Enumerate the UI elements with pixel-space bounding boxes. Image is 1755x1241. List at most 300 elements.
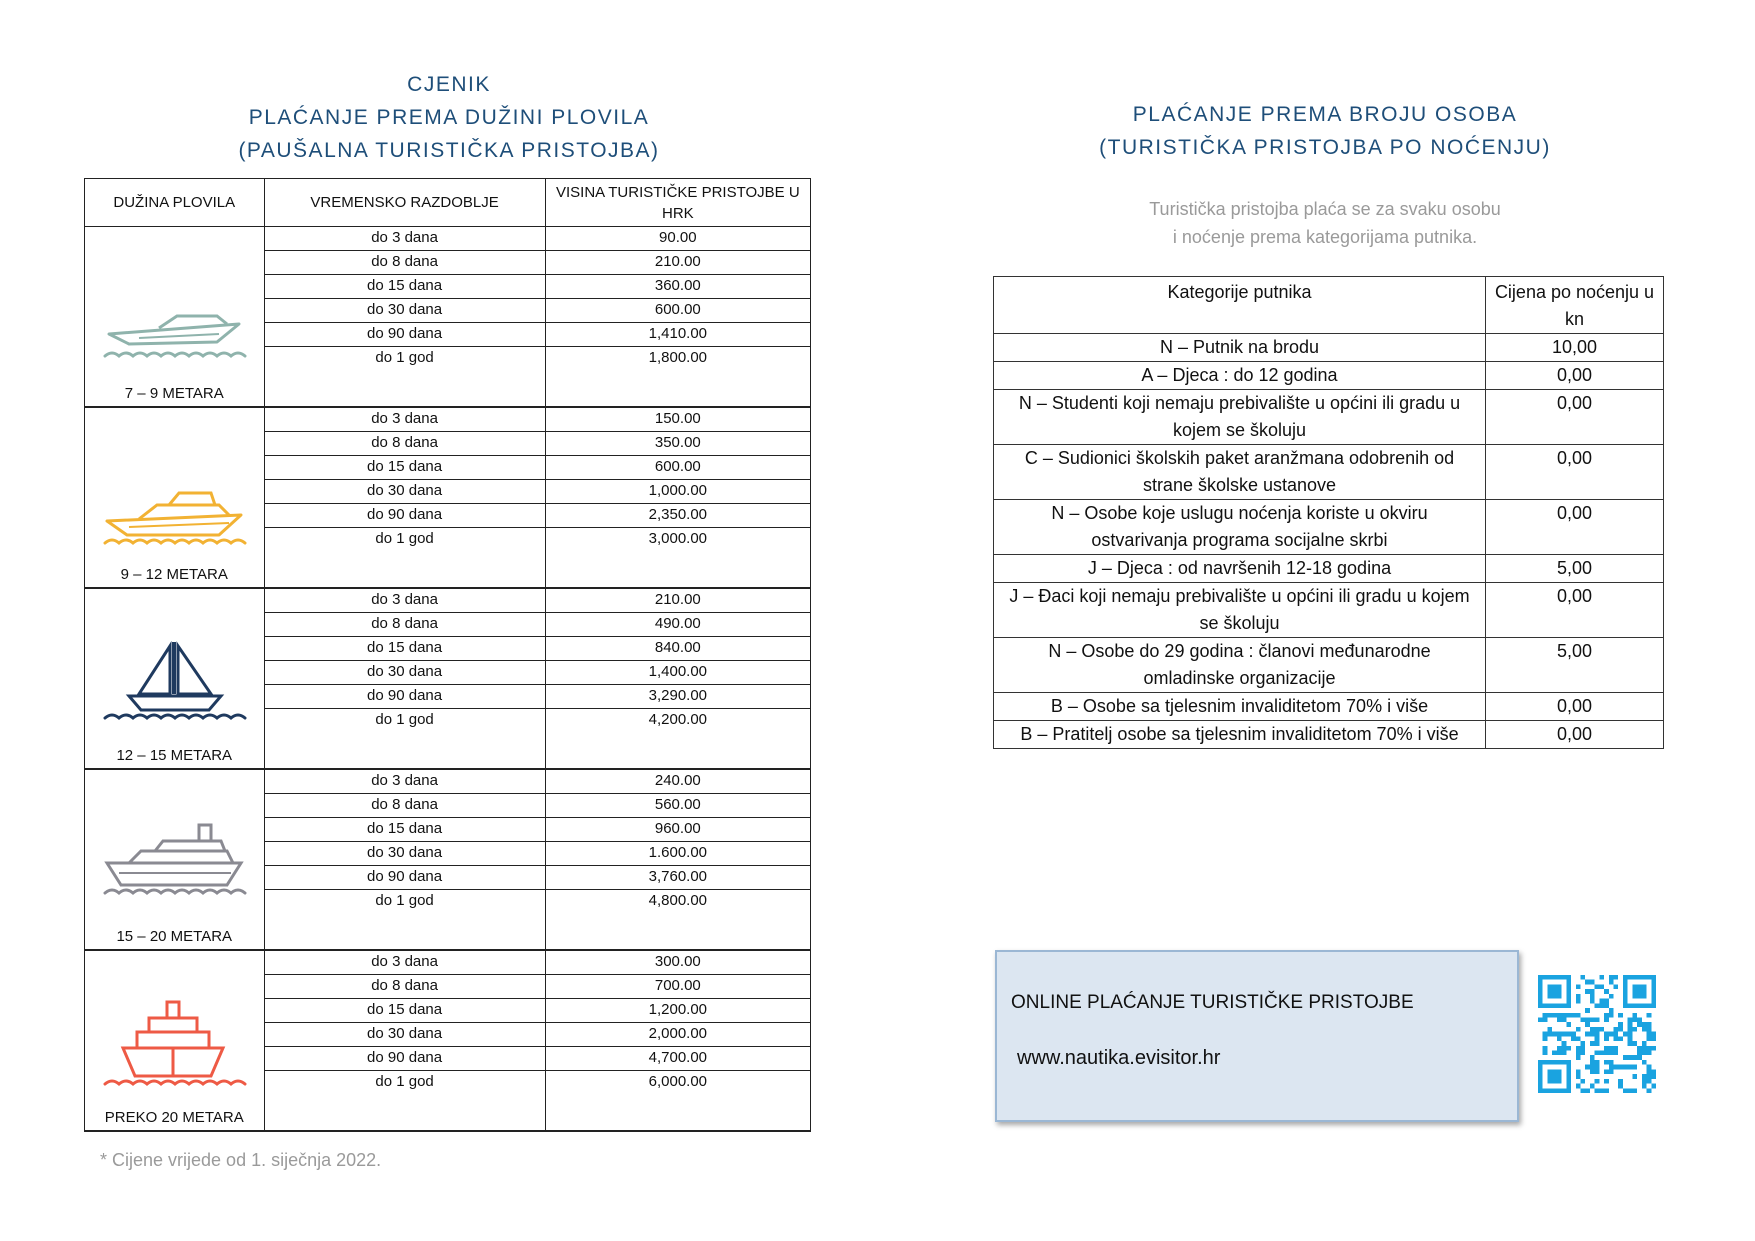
qr-module — [1543, 975, 1548, 980]
qr-module — [1647, 1051, 1652, 1056]
qr-module — [1604, 1069, 1609, 1074]
qr-module — [1642, 1003, 1647, 1008]
category-cell: N – Osobe do 29 godina : članovi međunarodne omladinske organizacije — [994, 638, 1486, 693]
qr-module — [1552, 994, 1557, 999]
qr-module — [1552, 1003, 1557, 1008]
qr-module — [1632, 1065, 1637, 1070]
qr-module — [1642, 1051, 1647, 1056]
amount-cell: 560.00 — [545, 794, 810, 818]
online-payment-link[interactable]: www.nautika.evisitor.hr — [1017, 1047, 1221, 1069]
qr-module — [1538, 1017, 1543, 1022]
qr-module — [1623, 1032, 1628, 1037]
qr-module — [1628, 1032, 1633, 1037]
qr-module — [1623, 984, 1628, 989]
qr-module — [1562, 1032, 1567, 1037]
qr-module — [1647, 1079, 1652, 1084]
qr-module — [1614, 1036, 1619, 1041]
amount-cell: 1,400.00 — [545, 661, 810, 685]
qr-module — [1552, 1079, 1557, 1084]
qr-module — [1623, 1088, 1628, 1093]
qr-module — [1562, 1088, 1567, 1093]
qr-module — [1609, 1013, 1614, 1018]
period-cell: do 8 dana — [264, 975, 545, 999]
category-row — [994, 390, 1664, 445]
category-row — [994, 445, 1664, 500]
qr-module — [1614, 984, 1619, 989]
qr-module — [1637, 1051, 1642, 1056]
amount-cell: 3,290.00 — [545, 685, 810, 709]
qr-module — [1651, 1003, 1656, 1008]
header-period: VREMENSKO RAZDOBLJE — [264, 179, 545, 227]
title-line: PLAĆANJE PREMA BROJU OSOBA — [1132, 103, 1518, 126]
period-cell: do 8 dana — [264, 794, 545, 818]
qr-module — [1651, 1046, 1656, 1051]
qr-module — [1585, 1032, 1590, 1037]
period-cell: do 90 dana — [264, 504, 545, 528]
category-row — [994, 334, 1664, 362]
qr-module — [1618, 1013, 1623, 1018]
qr-module — [1538, 1069, 1543, 1074]
subtitle-line: i noćenje prema kategorijama putnika. — [1172, 227, 1478, 247]
qr-module — [1547, 1032, 1552, 1037]
qr-module — [1632, 1074, 1637, 1079]
category-cell: J – Djeca : od navršenih 12-18 godina — [994, 555, 1486, 583]
amount-cell: 600.00 — [545, 456, 810, 480]
qr-module — [1566, 1088, 1571, 1093]
qr-module — [1632, 989, 1637, 994]
qr-module — [1538, 984, 1543, 989]
qr-module — [1599, 975, 1604, 980]
qr-module — [1642, 1079, 1647, 1084]
qr-module — [1647, 1069, 1652, 1074]
online-payment-title: ONLINE PLAĆANJE TURISTIČKE PRISTOJBE — [1011, 992, 1414, 1013]
qr-module — [1647, 1036, 1652, 1041]
period-cell: do 30 dana — [264, 661, 545, 685]
amount-cell: 210.00 — [545, 251, 810, 275]
period-cell: do 15 dana — [264, 275, 545, 299]
qr-module — [1566, 994, 1571, 999]
qr-module — [1566, 1069, 1571, 1074]
qr-module — [1642, 1084, 1647, 1089]
title-line: (TURISTIČKA PRISTOJBA PO NOĆENJU) — [1099, 136, 1551, 159]
qr-module — [1590, 989, 1595, 994]
qr-module — [1595, 1027, 1600, 1032]
price-row — [85, 769, 811, 794]
qr-module — [1595, 1036, 1600, 1041]
period-cell: do 1 god — [264, 1071, 545, 1132]
qr-module — [1637, 975, 1642, 980]
qr-module — [1580, 1017, 1585, 1022]
qr-module — [1595, 1032, 1600, 1037]
qr-code-icon[interactable] — [1538, 975, 1656, 1093]
qr-module — [1562, 1051, 1567, 1056]
category-cell: B – Osobe sa tjelesnim invaliditetom 70% i više — [994, 693, 1486, 721]
qr-module — [1632, 1003, 1637, 1008]
category-cell: C – Sudionici školskih paket aranžmana odobrenih od strane školske ustanove — [994, 445, 1486, 500]
qr-module — [1609, 1060, 1614, 1065]
qr-module — [1642, 994, 1647, 999]
qr-module — [1566, 1013, 1571, 1018]
qr-module — [1543, 1051, 1548, 1056]
qr-module — [1647, 1013, 1652, 1018]
qr-module — [1628, 1022, 1633, 1027]
qr-module — [1562, 975, 1567, 980]
price-cell: 5,00 — [1486, 555, 1664, 583]
amount-cell: 700.00 — [545, 975, 810, 999]
qr-module — [1604, 1003, 1609, 1008]
price-table — [84, 178, 811, 1132]
qr-module — [1628, 1041, 1633, 1046]
qr-module — [1623, 1003, 1628, 1008]
qr-module — [1552, 1069, 1557, 1074]
qr-module — [1590, 1027, 1595, 1032]
amount-cell: 960.00 — [545, 818, 810, 842]
amount-cell: 3,760.00 — [545, 866, 810, 890]
qr-module — [1642, 984, 1647, 989]
qr-module — [1647, 1003, 1652, 1008]
category-table-header — [994, 277, 1664, 334]
qr-module — [1595, 1069, 1600, 1074]
qr-module — [1595, 1088, 1600, 1093]
qr-module — [1642, 1041, 1647, 1046]
period-cell: do 8 dana — [264, 251, 545, 275]
period-cell: do 1 god — [264, 709, 545, 770]
vessel-cell — [85, 227, 265, 408]
qr-module — [1609, 980, 1614, 985]
yacht-icon — [99, 475, 249, 547]
qr-module — [1547, 975, 1552, 980]
title-line: (PAUŠALNA TURISTIČKA PRISTOJBA) — [238, 139, 660, 162]
category-table — [993, 276, 1664, 749]
qr-module — [1552, 975, 1557, 980]
qr-module — [1580, 975, 1585, 980]
qr-module — [1604, 1013, 1609, 1018]
qr-module — [1580, 1051, 1585, 1056]
price-cell: 0,00 — [1486, 362, 1664, 390]
vessel-cell — [85, 769, 265, 950]
qr-module — [1604, 1060, 1609, 1065]
qr-module — [1632, 1017, 1637, 1022]
header-length: DUŽINA PLOVILA — [85, 179, 265, 227]
qr-module — [1576, 1013, 1581, 1018]
qr-module — [1566, 1032, 1571, 1037]
qr-module — [1590, 1069, 1595, 1074]
qr-module — [1557, 1017, 1562, 1022]
price-cell: 0,00 — [1486, 445, 1664, 500]
qr-module — [1571, 1036, 1576, 1041]
qr-module — [1562, 1013, 1567, 1018]
qr-module — [1576, 1074, 1581, 1079]
qr-module — [1637, 1022, 1642, 1027]
qr-module — [1651, 1032, 1656, 1037]
qr-module — [1623, 1065, 1628, 1070]
qr-module — [1604, 1017, 1609, 1022]
qr-module — [1595, 1041, 1600, 1046]
qr-module — [1623, 980, 1628, 985]
qr-module — [1637, 1055, 1642, 1060]
qr-module — [1566, 1003, 1571, 1008]
qr-module — [1609, 1046, 1614, 1051]
amount-cell: 1,000.00 — [545, 480, 810, 504]
qr-module — [1637, 1003, 1642, 1008]
qr-module — [1628, 1027, 1633, 1032]
qr-module — [1566, 989, 1571, 994]
qr-module — [1566, 1060, 1571, 1065]
qr-module — [1604, 989, 1609, 994]
qr-module — [1557, 1060, 1562, 1065]
qr-module — [1557, 1003, 1562, 1008]
qr-module — [1571, 1032, 1576, 1037]
qr-module — [1623, 999, 1628, 1004]
qr-module — [1632, 975, 1637, 980]
qr-module — [1552, 1088, 1557, 1093]
amount-cell: 1,410.00 — [545, 323, 810, 347]
category-cell: N – Studenti koji nemaju prebivalište u općini ili gradu u kojem se školuju — [994, 390, 1486, 445]
qr-module — [1576, 1036, 1581, 1041]
vessel-cell — [85, 588, 265, 769]
qr-module — [1609, 1008, 1614, 1013]
qr-module — [1580, 1041, 1585, 1046]
qr-module — [1590, 980, 1595, 985]
qr-module — [1552, 989, 1557, 994]
qr-module — [1628, 1088, 1633, 1093]
qr-module — [1632, 1088, 1637, 1093]
amount-cell: 4,800.00 — [545, 890, 810, 951]
qr-module — [1647, 1046, 1652, 1051]
qr-module — [1547, 1079, 1552, 1084]
qr-module — [1595, 1079, 1600, 1084]
qr-module — [1585, 1017, 1590, 1022]
qr-module — [1651, 1069, 1656, 1074]
qr-module — [1547, 1088, 1552, 1093]
vessel-cell — [85, 407, 265, 588]
qr-module — [1552, 1032, 1557, 1037]
qr-module — [1552, 1060, 1557, 1065]
period-cell: do 15 dana — [264, 637, 545, 661]
price-row — [85, 950, 811, 975]
qr-module — [1628, 975, 1633, 980]
qr-module — [1632, 1027, 1637, 1032]
qr-module — [1566, 980, 1571, 985]
amount-cell: 210.00 — [545, 588, 810, 613]
qr-module — [1609, 1032, 1614, 1037]
qr-module — [1651, 994, 1656, 999]
qr-module — [1604, 1088, 1609, 1093]
category-row — [994, 500, 1664, 555]
period-cell: do 3 dana — [264, 950, 545, 975]
qr-module — [1547, 1060, 1552, 1065]
qr-module — [1543, 1003, 1548, 1008]
qr-module — [1628, 1017, 1633, 1022]
qr-module — [1538, 1079, 1543, 1084]
qr-module — [1618, 1022, 1623, 1027]
price-cell: 0,00 — [1486, 500, 1664, 555]
qr-module — [1632, 1013, 1637, 1018]
qr-module — [1599, 1051, 1604, 1056]
qr-module — [1628, 1036, 1633, 1041]
qr-module — [1637, 1046, 1642, 1051]
qr-module — [1609, 1069, 1614, 1074]
left-title — [84, 68, 814, 167]
qr-module — [1576, 1055, 1581, 1060]
qr-module — [1637, 994, 1642, 999]
qr-module — [1651, 989, 1656, 994]
period-cell: do 30 dana — [264, 842, 545, 866]
price-table-header — [85, 179, 811, 227]
qr-module — [1576, 1069, 1581, 1074]
period-cell: do 1 god — [264, 890, 545, 951]
qr-module — [1566, 1065, 1571, 1070]
header-price: Cijena po noćenju u kn — [1486, 277, 1664, 334]
amount-cell: 1,800.00 — [545, 347, 810, 408]
footnote: * Cijene vrijede od 1. siječnja 2022. — [100, 1150, 382, 1170]
price-cell: 10,00 — [1486, 334, 1664, 362]
qr-module — [1566, 1079, 1571, 1084]
price-cell: 0,00 — [1486, 390, 1664, 445]
qr-module — [1566, 1084, 1571, 1089]
qr-module — [1576, 1046, 1581, 1051]
qr-module — [1585, 1088, 1590, 1093]
cruise-ship-icon — [99, 819, 249, 909]
qr-module — [1557, 1069, 1562, 1074]
qr-module — [1538, 999, 1543, 1004]
qr-module — [1595, 984, 1600, 989]
speedboat-icon — [99, 294, 249, 366]
category-cell: N – Osobe koje uslugu noćenja koriste u okviru ostvarivanja programa socijalne skrbi — [994, 500, 1486, 555]
qr-module — [1557, 1013, 1562, 1018]
amount-cell: 600.00 — [545, 299, 810, 323]
qr-module — [1595, 1003, 1600, 1008]
qr-module — [1628, 1055, 1633, 1060]
qr-module — [1552, 984, 1557, 989]
vessel-length-label: PREKO 20 METARA — [104, 1109, 244, 1126]
qr-module — [1557, 1079, 1562, 1084]
qr-module — [1651, 975, 1656, 980]
period-cell: do 3 dana — [264, 407, 545, 432]
qr-module — [1557, 1074, 1562, 1079]
period-cell: do 30 dana — [264, 480, 545, 504]
qr-module — [1543, 1060, 1548, 1065]
qr-module — [1557, 1088, 1562, 1093]
qr-module — [1547, 1003, 1552, 1008]
qr-module — [1543, 1046, 1548, 1051]
qr-module — [1585, 989, 1590, 994]
qr-module — [1618, 1079, 1623, 1084]
period-cell: do 3 dana — [264, 588, 545, 613]
amount-cell: 4,700.00 — [545, 1047, 810, 1071]
qr-module — [1651, 1084, 1656, 1089]
qr-module — [1618, 1084, 1623, 1089]
qr-module — [1618, 1036, 1623, 1041]
qr-module — [1585, 1065, 1590, 1070]
qr-module — [1576, 994, 1581, 999]
qr-module — [1543, 1088, 1548, 1093]
qr-module — [1647, 975, 1652, 980]
qr-module — [1566, 1046, 1571, 1051]
qr-module — [1609, 994, 1614, 999]
qr-module — [1557, 975, 1562, 980]
qr-module — [1557, 1046, 1562, 1051]
qr-module — [1599, 984, 1604, 989]
qr-module — [1614, 1027, 1619, 1032]
period-cell: do 3 dana — [264, 227, 545, 251]
qr-module — [1543, 1036, 1548, 1041]
qr-module — [1580, 1046, 1585, 1051]
qr-module — [1614, 975, 1619, 980]
qr-module — [1609, 1051, 1614, 1056]
category-cell: N – Putnik na brodu — [994, 334, 1486, 362]
qr-module — [1642, 975, 1647, 980]
qr-module — [1538, 1065, 1543, 1070]
qr-module — [1637, 1017, 1642, 1022]
qr-module — [1576, 984, 1581, 989]
vessel-length-label: 7 – 9 METARA — [124, 385, 224, 402]
right-subtitle — [1000, 195, 1650, 251]
amount-cell: 300.00 — [545, 950, 810, 975]
qr-module — [1595, 1051, 1600, 1056]
qr-module — [1642, 1027, 1647, 1032]
qr-module — [1632, 984, 1637, 989]
qr-module — [1547, 1013, 1552, 1018]
period-cell: do 90 dana — [264, 323, 545, 347]
sailboat-icon — [99, 638, 249, 728]
period-cell: do 90 dana — [264, 685, 545, 709]
category-row — [994, 583, 1664, 638]
right-title — [1000, 98, 1650, 164]
title-line: CJENIK — [407, 73, 491, 96]
price-cell: 5,00 — [1486, 638, 1664, 693]
qr-module — [1566, 975, 1571, 980]
amount-cell: 90.00 — [545, 227, 810, 251]
qr-module — [1618, 1027, 1623, 1032]
qr-module — [1538, 1060, 1543, 1065]
qr-module — [1642, 989, 1647, 994]
price-cell: 0,00 — [1486, 721, 1664, 749]
qr-module — [1571, 1013, 1576, 1018]
vessel-length-label: 9 – 12 METARA — [120, 566, 228, 583]
period-cell: do 90 dana — [264, 866, 545, 890]
qr-module — [1618, 1065, 1623, 1070]
qr-module — [1576, 1027, 1581, 1032]
qr-module — [1538, 1088, 1543, 1093]
qr-module — [1642, 1074, 1647, 1079]
period-cell: do 8 dana — [264, 432, 545, 456]
header-amount: VISINA TURISTIČKE PRISTOJBE U HRK — [545, 179, 810, 227]
category-row — [994, 721, 1664, 749]
qr-module — [1651, 1074, 1656, 1079]
qr-module — [1576, 1084, 1581, 1089]
qr-module — [1576, 999, 1581, 1004]
qr-module — [1547, 1074, 1552, 1079]
price-row — [85, 227, 811, 251]
category-row — [994, 693, 1664, 721]
price-row — [85, 588, 811, 613]
qr-module — [1585, 1008, 1590, 1013]
price-cell: 0,00 — [1486, 583, 1664, 638]
qr-module — [1543, 1013, 1548, 1018]
qr-module — [1614, 1032, 1619, 1037]
qr-module — [1614, 1065, 1619, 1070]
header-category: Kategorije putnika — [994, 277, 1486, 334]
qr-module — [1642, 1060, 1647, 1065]
title-line: PLAĆANJE PREMA DUŽINI PLOVILA — [248, 106, 650, 129]
period-cell: do 15 dana — [264, 999, 545, 1023]
category-table-body — [994, 334, 1664, 749]
period-cell: do 8 dana — [264, 613, 545, 637]
qr-module — [1642, 1046, 1647, 1051]
category-row — [994, 555, 1664, 583]
qr-module — [1538, 1084, 1543, 1089]
